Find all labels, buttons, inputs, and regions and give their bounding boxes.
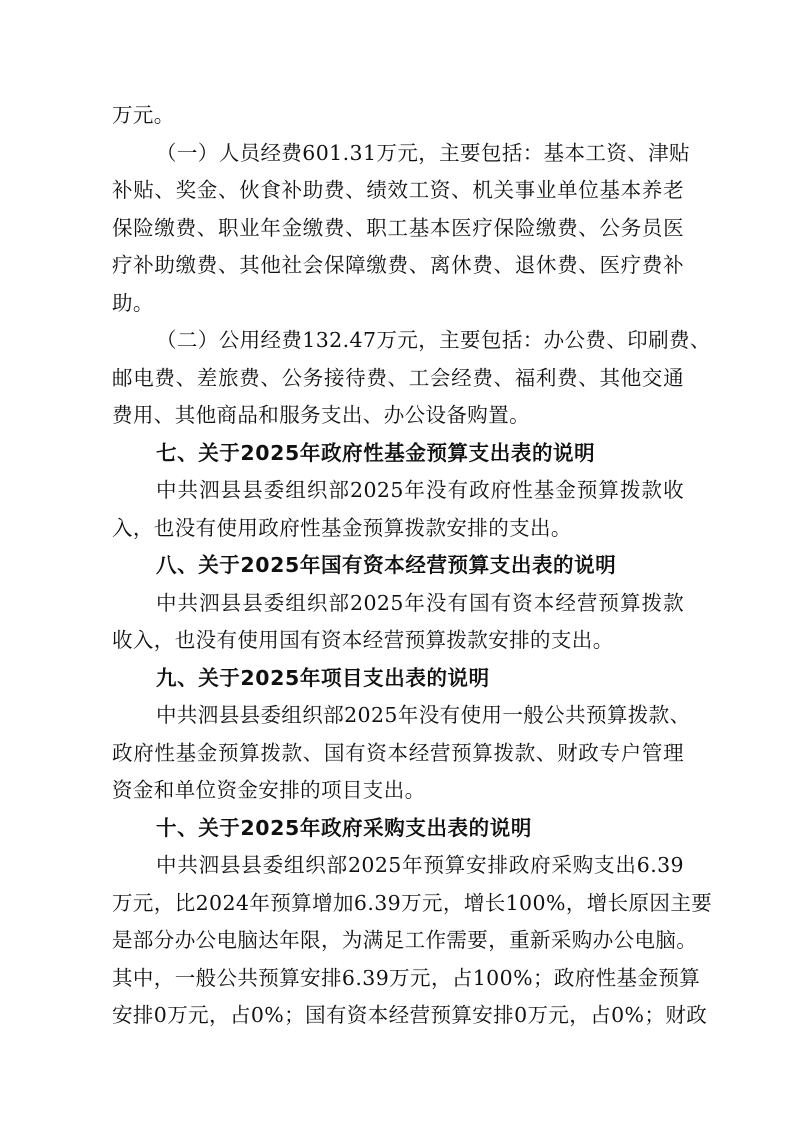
section-7-para-line-1: 中共泗县县委组织部2025年没有政府性基金预算拨款收 — [156, 478, 684, 502]
section-10-para-line-4: 其中，一般公共预算安排6.39万元，占100%；政府性基金预算 — [112, 965, 701, 990]
section-8-para-line-2: 收入，也没有使用国有资本经营预算拨款安排的支出。 — [112, 628, 614, 652]
section-10-para-line-5: 安排0万元，占0%；国有资本经营预算安排0万元，占0%；财政 — [112, 1003, 708, 1027]
public-cost-para-line-2: 邮电费、差旅费、公务接待费、工会经费、福利费、其他交通 — [112, 365, 684, 390]
section-10-para-line-1: 中共泗县县委组织部2025年预算安排政府采购支出6.39 — [156, 853, 684, 877]
section-9-para-line-2: 政府性基金预算拨款、国有资本经营预算拨款、财政专户管理 — [112, 740, 684, 765]
section-heading-7: 七、关于2025年政府性基金预算支出表的说明 — [156, 440, 596, 465]
public-cost-para-line-3: 费用、其他商品和服务支出、办公设备购置。 — [112, 403, 530, 427]
section-10-para-line-3: 是部分办公电脑达年限，为满足工作需要，重新采购办公电脑。 — [112, 928, 698, 952]
personnel-cost-para-line-2: 补贴、奖金、伙食补助费、绩效工资、机关事业单位基本养老 — [112, 178, 684, 202]
personnel-cost-para-line-1: （一）人员经费601.31万元，主要包括：基本工资、津贴 — [156, 140, 690, 165]
personnel-cost-para-line-4: 疗补助缴费、其他社会保障缴费、离休费、退休费、医疗费补 — [112, 253, 684, 277]
section-heading-10: 十、关于2025年政府采购支出表的说明 — [156, 815, 532, 840]
personnel-cost-para-line-5: 助。 — [112, 290, 154, 315]
section-10-para-line-2: 万元，比2024年预算增加6.39万元，增长100%，增长原因主要 — [112, 890, 713, 915]
public-cost-para-line-1: （二）公用经费132.47万元，主要包括：办公费、印刷费、 — [156, 328, 711, 352]
section-8-para-line-1: 中共泗县县委组织部2025年没有国有资本经营预算拨款 — [156, 590, 684, 615]
section-heading-9: 九、关于2025年项目支出表的说明 — [156, 665, 490, 690]
section-heading-8: 八、关于2025年国有资本经营预算支出表的说明 — [156, 553, 617, 577]
body-line-1: 万元。 — [112, 103, 175, 127]
section-7-para-line-2: 入，也没有使用政府性基金预算拨款安排的支出。 — [112, 515, 572, 540]
personnel-cost-para-line-3: 保险缴费、职业年金缴费、职工基本医疗保险缴费、公务员医 — [112, 215, 684, 240]
section-9-para-line-3: 资金和单位资金安排的项目支出。 — [112, 778, 426, 802]
section-9-para-line-1: 中共泗县县委组织部2025年没有使用一般公共预算拨款、 — [156, 703, 691, 727]
